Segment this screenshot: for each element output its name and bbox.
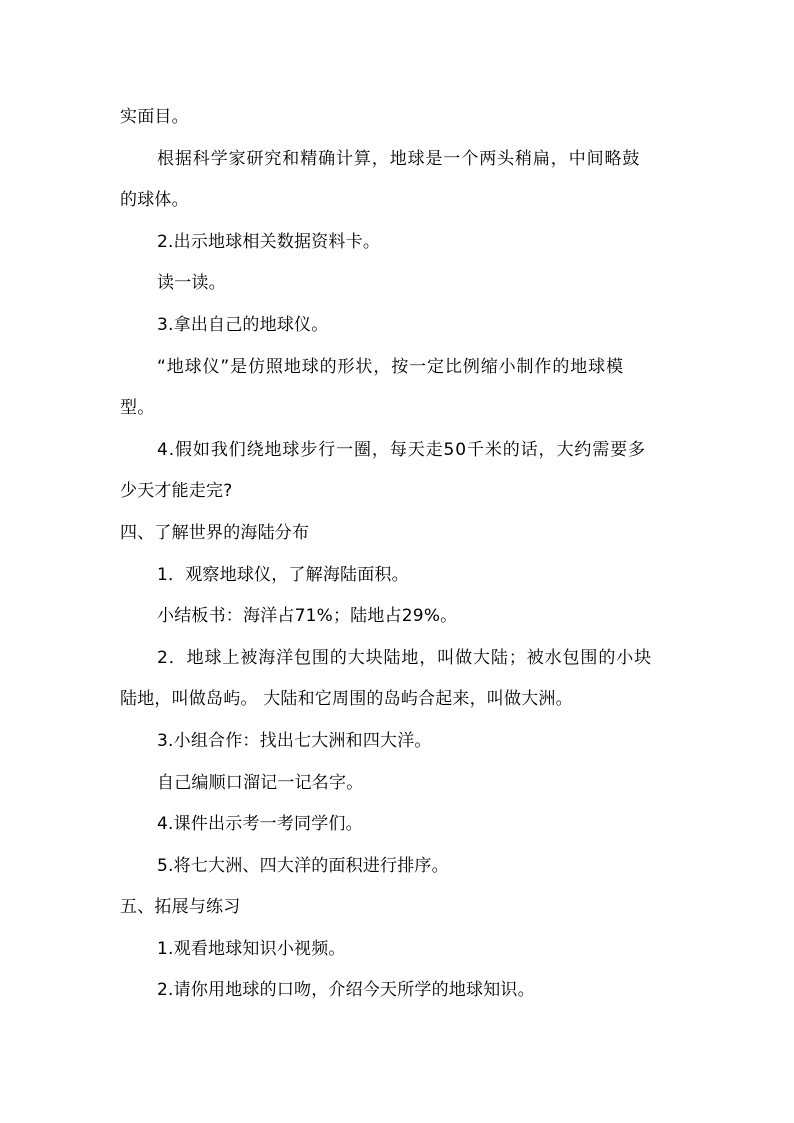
paragraph-line: 的球体。 — [120, 190, 189, 211]
paragraph-line: 陆地，叫做岛屿。 大陆和它周围的岛屿合起来，叫做大洲。 — [120, 689, 573, 710]
paragraph-line: “地球仪”是仿照地球的形状，按一定比例缩小制作的地球模 — [157, 356, 624, 377]
paragraph-line: 少天才能走完? — [120, 481, 233, 502]
section-heading: 四、了解世界的海陆分布 — [120, 522, 310, 543]
list-item: 1.观看地球知识小视频。 — [157, 938, 346, 959]
list-item: 3.小组合作：找出七大洲和四大洋。 — [157, 730, 432, 751]
list-item: 2.请你用地球的口吻，介绍今天所学的地球知识。 — [157, 980, 535, 1001]
list-item: 4.假如我们绕地球步行一圈，每天走50千米的话，大约需要多 — [157, 439, 646, 460]
paragraph-line: 小结板书：海洋占71%；陆地占29%。 — [157, 606, 458, 627]
section-heading: 五、拓展与练习 — [120, 897, 241, 918]
list-item: 2．地球上被海洋包围的大块陆地，叫做大陆；被水包围的小块 — [157, 647, 653, 668]
document-body — [0, 100, 794, 1015]
paragraph-line: 实面目。 — [120, 107, 189, 127]
list-item: 5.将七大洲、四大洋的面积进行排序。 — [157, 855, 449, 876]
list-item: 2.出示地球相关数据资料卡。 — [157, 231, 381, 252]
list-item: 4.课件出示考一考同学们。 — [157, 814, 363, 835]
paragraph-line: 根据科学家研究和精确计算，地球是一个两头稍扁，中间略鼓 — [157, 148, 641, 169]
list-item: 1．观察地球仪，了解海陆面积。 — [157, 564, 409, 585]
paragraph-line: 自己编顺口溜记一记名字。 — [157, 772, 364, 793]
paragraph-line: 型。 — [120, 398, 155, 419]
paragraph-line: 读一读。 — [157, 273, 226, 294]
list-item: 3.拿出自己的地球仪。 — [157, 314, 329, 335]
